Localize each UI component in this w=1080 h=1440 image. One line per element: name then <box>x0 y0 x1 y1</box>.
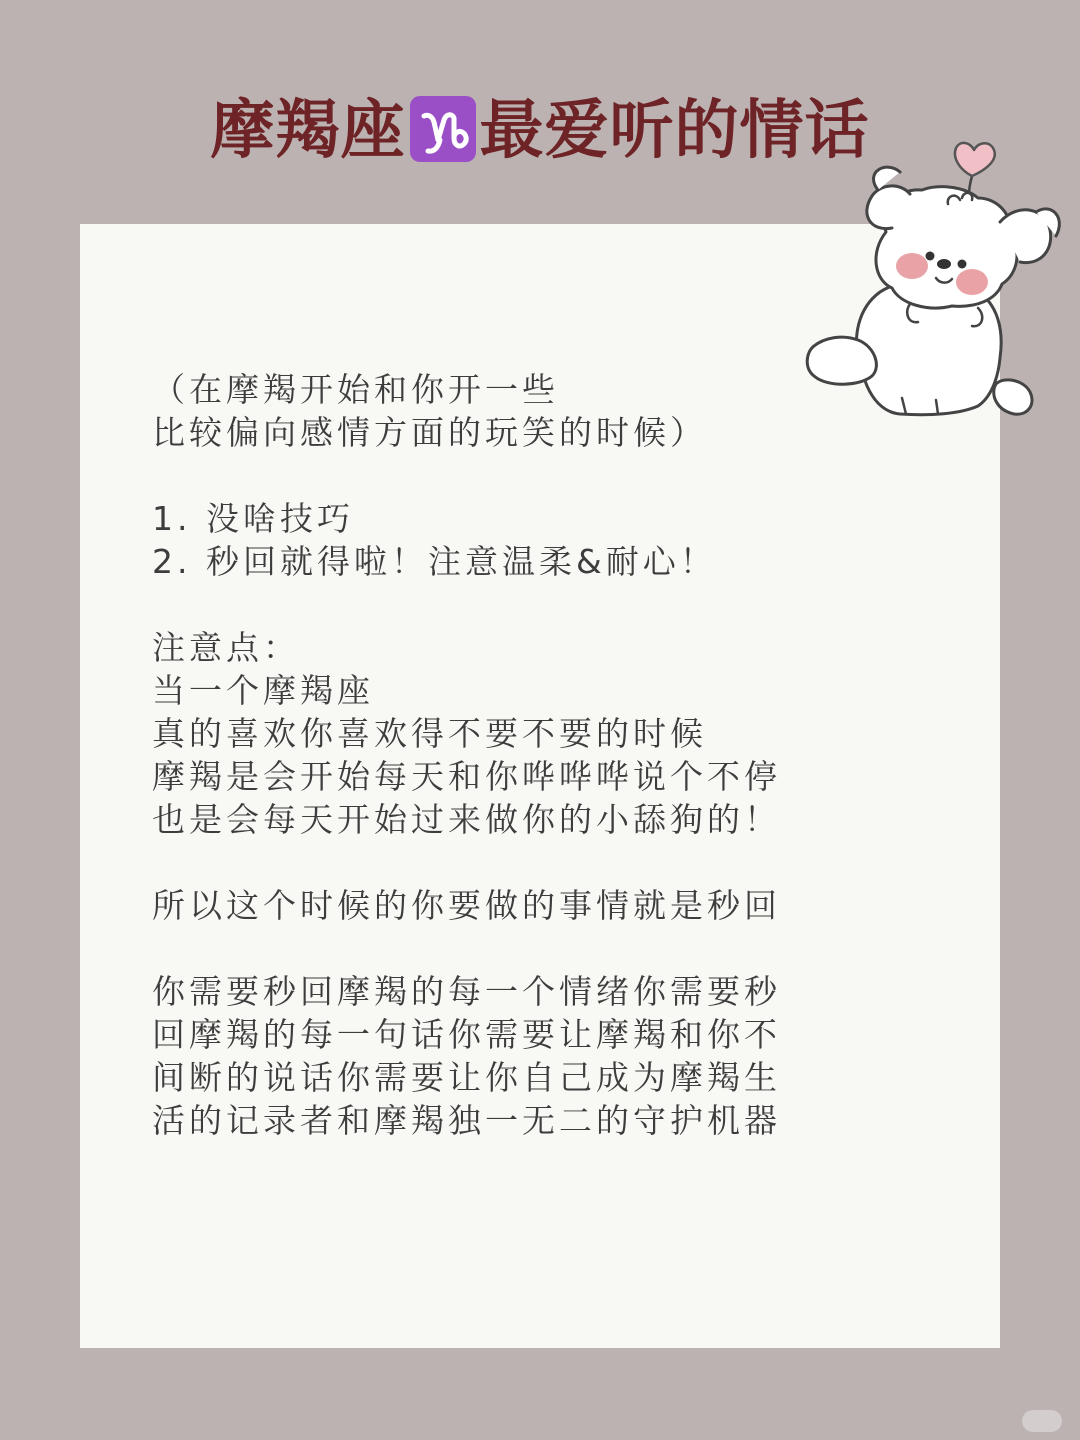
detail-line: 活的记录者和摩羯独一无二的守护机器 <box>152 1101 781 1140</box>
quote-text-block <box>152 368 912 1142</box>
detail-line: 回摩羯的每一句话你需要让摩羯和你不 <box>152 1015 781 1054</box>
title-part-1: 摩羯座 <box>210 94 406 169</box>
note-line: 当一个摩羯座 <box>152 671 374 710</box>
detail-line: 你需要秒回摩羯的每一个情绪你需要秒 <box>152 972 781 1011</box>
note-line: 也是会每天开始过来做你的小舔狗的！ <box>152 800 781 839</box>
tip-line: 2. 秒回就得啦！注意温柔&耐心！ <box>152 542 717 581</box>
detail-line: 间断的说话你需要让你自己成为摩羯生 <box>152 1058 781 1097</box>
intro-line: 比较偏向感情方面的玩笑的时候） <box>152 413 707 452</box>
title-part-2: 最爱听的情话 <box>479 94 870 169</box>
intro-line: （在摩羯开始和你开一些 <box>152 370 559 409</box>
note-line: 摩羯是会开始每天和你哗哗哗说个不停 <box>152 757 781 796</box>
note-line: 真的喜欢你喜欢得不要不要的时候 <box>152 714 707 753</box>
capricorn-sign-icon <box>410 96 476 162</box>
notes-heading: 注意点： <box>152 628 300 667</box>
summary-line: 所以这个时候的你要做的事情就是秒回 <box>152 886 781 925</box>
tip-line: 1. 没啥技巧 <box>152 499 354 538</box>
watermark-badge <box>1022 1410 1062 1432</box>
